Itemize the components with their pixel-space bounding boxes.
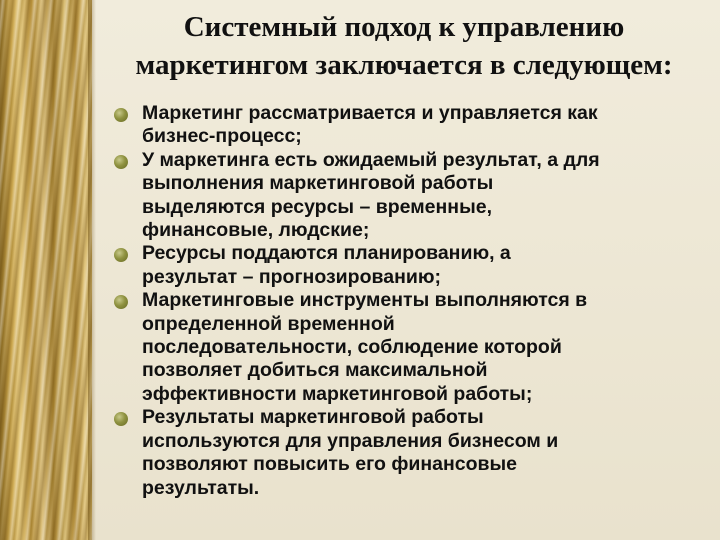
title-line: Системный подход к управлению bbox=[183, 11, 625, 43]
list-item-line: последовательности, соблюдение которой bbox=[142, 336, 562, 359]
bullet-icon bbox=[114, 248, 128, 262]
bullet-icon bbox=[114, 412, 128, 426]
list-item-line: результат – прогнозированию; bbox=[142, 265, 441, 288]
list-item bbox=[112, 149, 712, 243]
bullet-icon bbox=[114, 295, 128, 309]
list-item-line: результаты. bbox=[142, 476, 260, 499]
gold-decorative-strip bbox=[0, 0, 92, 540]
list-item-line: Маркетинг рассматривается и управляется как bbox=[142, 102, 598, 124]
list-item-line: выполнения маркетинговой работы bbox=[142, 172, 494, 195]
bullet-list bbox=[112, 102, 712, 500]
list-item bbox=[112, 406, 712, 500]
list-item-line: выделяются ресурсы – временные, bbox=[142, 195, 492, 218]
list-item-line: финансовые, людские; bbox=[142, 219, 370, 242]
bullet-icon bbox=[114, 108, 128, 122]
list-item-line: Маркетинговые инструменты выполняются в bbox=[142, 289, 588, 312]
list-item-line: Ресурсы поддаются планированию, а bbox=[142, 242, 511, 265]
bullet-icon bbox=[114, 155, 128, 169]
list-item-line: У маркетинга есть ожидаемый результат, а для bbox=[142, 148, 600, 171]
list-item-line: позволяет добиться максимальной bbox=[142, 359, 488, 382]
title-line: маркетингом заключается в следующем: bbox=[135, 49, 673, 81]
list-item-line: определенной временной bbox=[142, 312, 395, 335]
list-item bbox=[112, 242, 712, 289]
list-item bbox=[112, 289, 712, 406]
list-item bbox=[112, 102, 712, 149]
list-item-line: позволяют повысить его финансовые bbox=[142, 453, 518, 476]
list-item-line: бизнес-процесс; bbox=[142, 125, 302, 148]
list-item-line: эффективности маркетинговой работы; bbox=[142, 382, 533, 405]
list-item-line: используются для управления бизнесом и bbox=[142, 429, 559, 452]
slide-title bbox=[96, 8, 712, 84]
list-item-line: Результаты маркетинговой работы bbox=[142, 406, 484, 429]
